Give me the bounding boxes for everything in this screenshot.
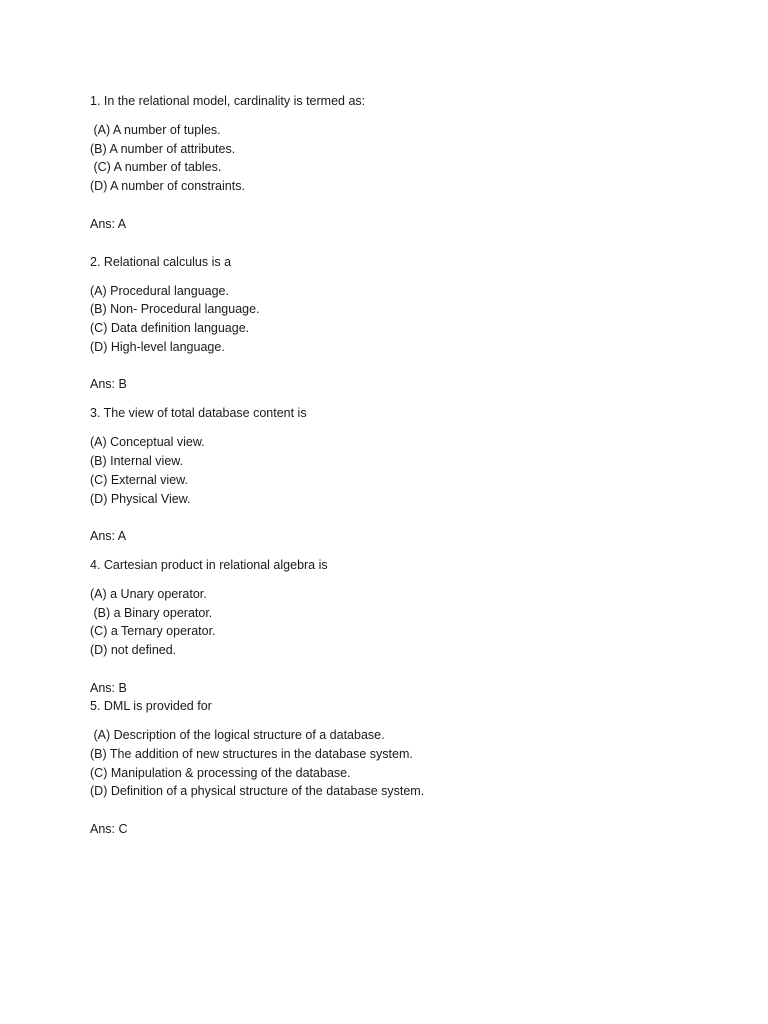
question-4-answer: Ans: B	[90, 681, 127, 695]
question-3-option-d: (D) Physical View.	[90, 492, 191, 506]
question-2-option-d: (D) High-level language.	[90, 340, 225, 354]
question-1-option-c: (C) A number of tables.	[90, 160, 222, 174]
question-4-text: 4. Cartesian product in relational algebra is	[90, 558, 328, 572]
question-3-option-a: (A) Conceptual view.	[90, 435, 205, 449]
question-5-text: 5. DML is provided for	[90, 699, 212, 713]
question-3-text: 3. The view of total database content is	[90, 406, 307, 420]
question-4-option-d: (D) not defined.	[90, 643, 177, 657]
question-1-answer: Ans: A	[90, 217, 127, 231]
question-2-text: 2. Relational calculus is a	[90, 255, 232, 269]
question-1-text: 1. In the relational model, cardinality is termed as:	[90, 94, 366, 108]
question-1-option-a: (A) A number of tuples.	[90, 123, 221, 137]
question-4-option-b: (B) a Binary operator.	[90, 606, 213, 620]
question-1-option-d: (D) A number of constraints.	[90, 179, 245, 193]
question-3-option-b: (B) Internal view.	[90, 454, 184, 468]
question-5-option-b: (B) The addition of new structures in the database system.	[90, 747, 413, 761]
question-5-option-d: (D) Definition of a physical structure of the database system.	[90, 784, 425, 798]
question-4-option-a: (A) a Unary operator.	[90, 587, 207, 601]
question-2-option-b: (B) Non- Procedural language.	[90, 302, 260, 316]
question-2-answer: Ans: B	[90, 377, 127, 391]
question-5-answer: Ans: C	[90, 822, 128, 836]
question-1-option-b: (B) A number of attributes.	[90, 142, 236, 156]
question-4-option-c: (C) a Ternary operator.	[90, 624, 216, 638]
question-3-answer: Ans: A	[90, 529, 127, 543]
question-5-option-a: (A) Description of the logical structure of a database.	[90, 728, 385, 742]
question-2-option-a: (A) Procedural language.	[90, 284, 229, 298]
question-5-option-c: (C) Manipulation & processing of the database.	[90, 766, 351, 780]
question-3-option-c: (C) External view.	[90, 473, 188, 487]
question-2-option-c: (C) Data definition language.	[90, 321, 250, 335]
